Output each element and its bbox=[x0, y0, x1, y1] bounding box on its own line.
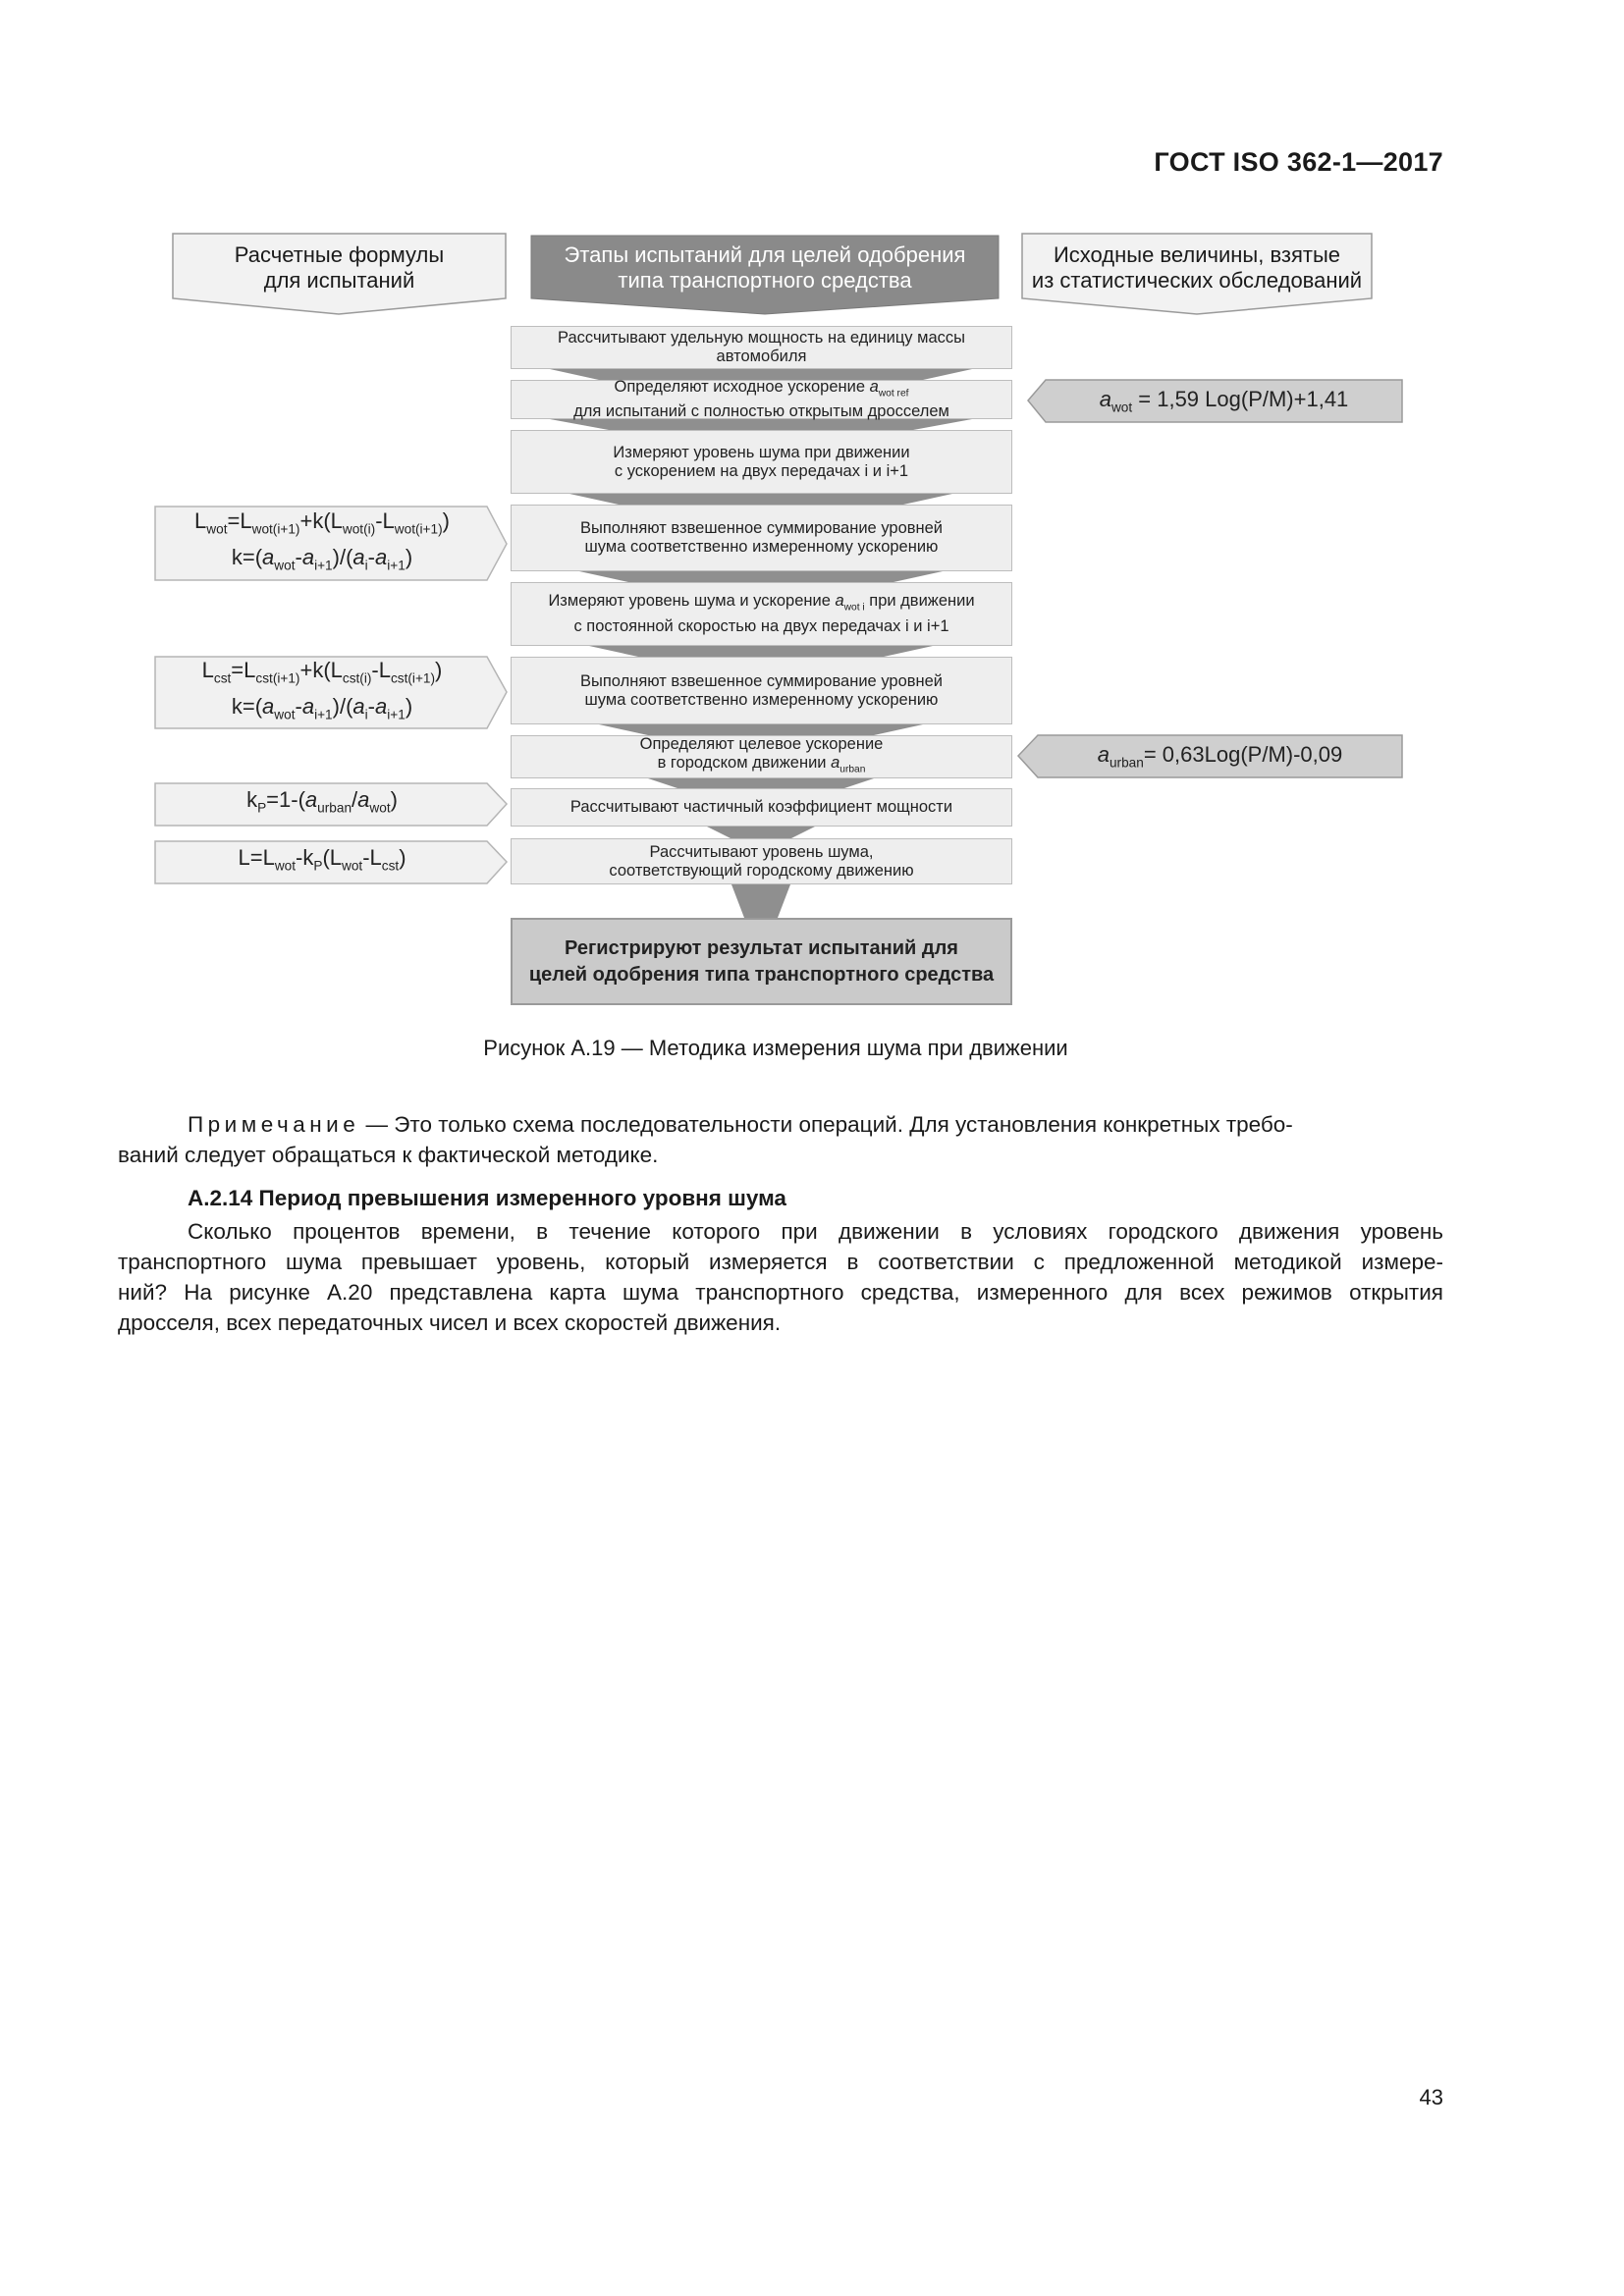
connector-9 bbox=[731, 884, 790, 918]
final-step-line1: Регистрируют результат испытаний для bbox=[565, 936, 958, 959]
left-header-line2: для испытаний bbox=[263, 268, 415, 293]
center-header bbox=[531, 240, 999, 296]
step-9-line2: соответствующий городскому движению bbox=[609, 861, 914, 880]
step-5-line1: Измеряют уровень шума и ускорение $a_{wot i}$ при движении bbox=[548, 592, 975, 614]
center-header-line2: типа транспортного средства bbox=[618, 268, 912, 293]
input-aurban bbox=[1038, 735, 1402, 777]
formula-kp bbox=[155, 783, 489, 826]
formula-kp-line: $k_P=1-(a_{urban}/a_{wot})$ bbox=[246, 787, 398, 816]
paragraph-line3: ний? На рисунке А.20 представлена карта шума транспортного средства, измеренного для всех режимов открытия bbox=[118, 1280, 1443, 1305]
formula-lcst-line2: $k=(a_{wot}-a_{i+1})/(a_i-a_{i+1})$ bbox=[231, 693, 413, 721]
formula-lcst-line1: $L_{cst}=L_{cst(i+1)}+k(L_{cst(i)}-L_{cst(i+1)})$ bbox=[201, 658, 443, 686]
section-title: А.2.14 Период превышения измеренного уровня шума bbox=[188, 1186, 786, 1210]
page-number: 43 bbox=[1419, 2085, 1443, 2109]
step-1-line1: Рассчитывают удельную мощность на единицу массы bbox=[558, 329, 965, 347]
left-header-line1: Расчетные формулы bbox=[234, 242, 445, 267]
input-awot-text: $a_{wot} = 1,59$ Log(P/M)+1,41 bbox=[1099, 387, 1349, 415]
input-awot bbox=[1046, 380, 1402, 422]
right-header bbox=[1022, 240, 1372, 296]
step-5-line2: с постоянной скоростью на двух передачах i и i+1 bbox=[573, 616, 949, 635]
step-3-line1: Измеряют уровень шума при движении bbox=[613, 443, 910, 461]
figure-caption: Рисунок А.19 — Методика измерения шума при движении bbox=[483, 1036, 1068, 1060]
left-header bbox=[173, 240, 506, 296]
step-1 bbox=[511, 326, 1012, 369]
step-4 bbox=[511, 505, 1012, 571]
paragraph-line2: транспортного шума превышает уровень, который измеряется в соответствии с предложенной методикой измере- bbox=[118, 1250, 1443, 1274]
step-3-line2: с ускорением на двух передачах i и i+1 bbox=[614, 461, 909, 480]
connector-5 bbox=[589, 646, 933, 657]
flow-diagram bbox=[0, 0, 1624, 1041]
note-text: — Это только схема последовательности операций. Для установления конкретных требо- bbox=[359, 1112, 1293, 1137]
step-3 bbox=[511, 430, 1012, 494]
formula-lwot-line2: $k=(a_{wot}-a_{i+1})/(a_i-a_{i+1})$ bbox=[231, 544, 413, 572]
input-aurban-text: $a_{urban}= 0,63Log(P/M)-0,09$ bbox=[1097, 742, 1343, 771]
paragraph-line4: дросселя, всех передаточных чисел и всех скоростей движения. bbox=[118, 1310, 782, 1335]
step-1-line2: автомобиля bbox=[716, 347, 807, 365]
document-header: ГОСТ ISO 362-1—2017 bbox=[1154, 147, 1443, 177]
connector-7 bbox=[648, 778, 874, 788]
right-header-line1: Исходные величины, взятые bbox=[1053, 242, 1341, 267]
step-7-line1: Определяют целевое ускорение bbox=[639, 734, 884, 753]
step-4-line2: шума соответственно измеренному ускорению bbox=[584, 538, 939, 556]
step-2-line1: Определяют исходное ускорение $a_{wot ref}$ bbox=[614, 377, 909, 400]
step-9-line1: Рассчитывают уровень шума, bbox=[649, 842, 874, 861]
step-6 bbox=[511, 657, 1012, 724]
formula-lwot bbox=[155, 507, 489, 580]
connector-8 bbox=[707, 827, 815, 838]
step-6-line2: шума соответственно измеренному ускорению bbox=[584, 690, 939, 709]
step-9 bbox=[511, 838, 1012, 884]
formula-l-line: $L=L_{wot}-k_P(L_{wot}-L_{cst})$ bbox=[238, 845, 406, 874]
formula-lcst bbox=[155, 657, 489, 728]
formula-l bbox=[155, 841, 489, 883]
step-7 bbox=[511, 735, 1012, 778]
note-line2: ваний следует обращаться к фактической методике. bbox=[118, 1143, 659, 1167]
right-header-line2: из статистических обследований bbox=[1031, 268, 1363, 293]
final-step-line2: целей одобрения типа транспортного средства bbox=[528, 963, 995, 986]
connector-4 bbox=[579, 571, 943, 582]
final-step bbox=[511, 918, 1012, 1005]
center-header-line1: Этапы испытаний для целей одобрения bbox=[564, 242, 966, 267]
step-8 bbox=[511, 788, 1012, 827]
step-8-line1: Рассчитывают частичный коэффициент мощности bbox=[569, 798, 953, 816]
step-4-line1: Выполняют взвешенное суммирование уровней bbox=[579, 519, 944, 537]
step-2-line2: для испытаний с полностью открытым дросселем bbox=[573, 402, 949, 421]
note-label: Примечание bbox=[188, 1112, 360, 1137]
step-2 bbox=[511, 377, 1012, 421]
note-paragraph bbox=[118, 1109, 1443, 1140]
formula-lwot-line1: $L_{wot}=L_{wot(i+1)}+k(L_{wot(i)}-L_{wot(i+1)})$ bbox=[194, 508, 450, 537]
step-6-line1: Выполняют взвешенное суммирование уровней bbox=[579, 671, 944, 690]
connector-3 bbox=[569, 494, 952, 505]
connector-6 bbox=[599, 724, 923, 735]
step-7-line2: в городском движении $a_{urban}$ bbox=[657, 753, 866, 775]
step-5 bbox=[511, 582, 1012, 646]
paragraph-line1: Сколько процентов времени, в течение которого при движении в условиях городского движения уровень bbox=[188, 1219, 1443, 1244]
